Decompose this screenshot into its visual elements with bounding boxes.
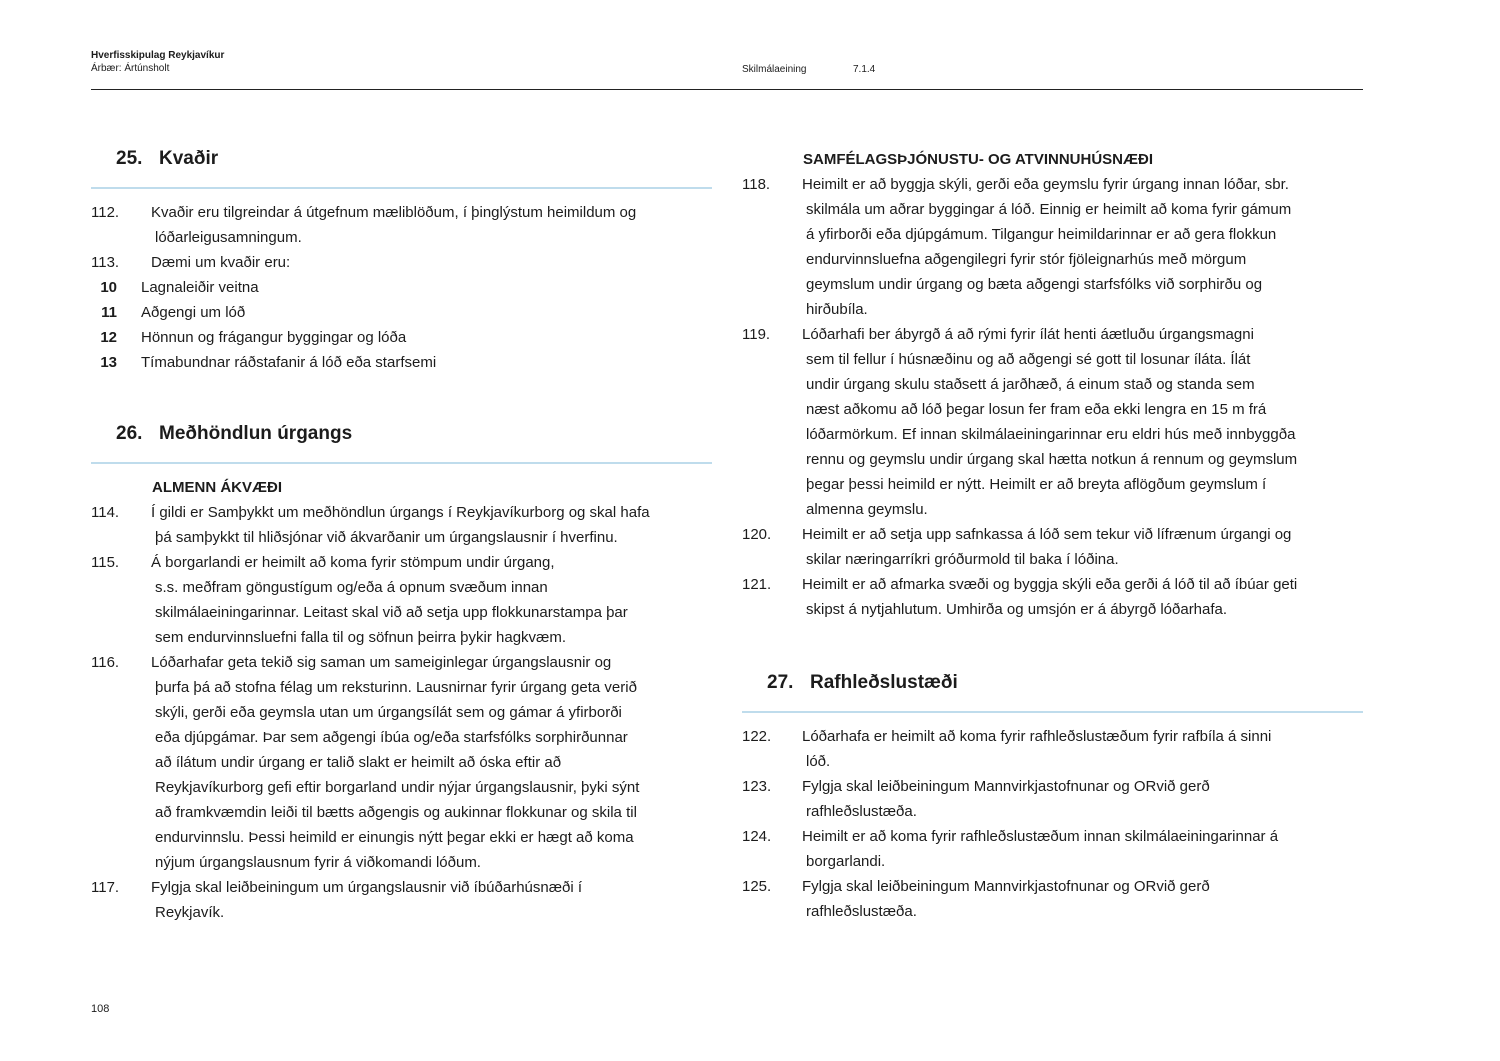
paragraph-line: rennu og geymslu undir úrgang skal hætta notkun á rennum og geymslum — [806, 451, 1298, 468]
paragraph-line: Dæmi um kvaðir eru: — [151, 253, 291, 271]
paragraph-line: nýjum úrgangslausnum fyrir á viðkomandi lóðum. — [155, 853, 481, 871]
subheading: SAMFÉLAGSÞJÓNUSTU- OG ATVINNUHÚSNÆÐI — [803, 151, 1154, 168]
numbered-paragraph — [742, 572, 1363, 622]
paragraph-line: skilar næringarríkri gróðurmold til baka í lóðina. — [806, 551, 1119, 568]
paragraph-line: þá samþykkt til hliðsjónar við ákvarðanir um úrgangslausnir í hverfinu. — [155, 528, 618, 546]
paragraph-line: s.s. meðfram göngustígum og/eða á opnum svæðum innan — [155, 578, 548, 596]
paragraph-line: skýli, gerði eða geymsla utan um úrgangsílát sem og gámar á yfirborði — [155, 703, 622, 721]
section-label: Skilmálaeining — [742, 64, 807, 75]
paragraph-line: sem endurvinnsluefni falla til og söfnun þeirra þykir hagkvæm. — [155, 628, 567, 646]
paragraph-number: 124. — [742, 827, 772, 845]
numbered-paragraph — [91, 500, 712, 550]
list-item-text: Hönnun og frágangur byggingar og lóða — [141, 328, 407, 346]
paragraph-line: Í gildi er Samþykkt um meðhöndlun úrgangs í Reykjavíkurborg og skal hafa — [151, 503, 650, 521]
paragraph-line: rafhleðslustæða. — [806, 802, 917, 820]
list-item-number: 11 — [101, 303, 117, 321]
document-title: Hverfisskipulag Reykjavíkur — [91, 50, 225, 61]
paragraph-line: lóðarleigusamningum. — [155, 228, 302, 246]
paragraph-line: Reykjavík. — [155, 903, 225, 921]
paragraph-number: 116. — [91, 653, 120, 671]
section-heading-number: 26. — [116, 423, 143, 444]
paragraph-line: geymslum undir úrgang og bæta aðgengi starfsfólks við sorphirðu og — [806, 276, 1263, 293]
paragraph-number: 118. — [742, 176, 771, 193]
paragraph-line: endurvinnsluefna aðgengilegri fyrir stór fjöleignarhús með mörgum — [806, 251, 1247, 268]
paragraph-number: 123. — [742, 777, 772, 795]
section-heading-title: Kvaðir — [159, 148, 219, 169]
paragraph-number: 125. — [742, 877, 772, 895]
section-divider — [742, 711, 1363, 713]
list-item-text: Aðgengi um lóð — [141, 303, 246, 321]
list-item — [91, 350, 712, 375]
section-number: 7.1.4 — [853, 64, 876, 75]
paragraph-line: rafhleðslustæða. — [806, 902, 917, 920]
section-heading — [91, 145, 712, 173]
numbered-paragraph — [742, 172, 1363, 322]
paragraph-line: lóð. — [806, 752, 831, 770]
section-divider — [91, 187, 712, 189]
paragraph-number: 122. — [742, 727, 772, 745]
paragraph-line: þegar þessi heimild er nýtt. Heimilt er að breyta aflögðum geymslum í — [806, 476, 1267, 493]
document-header-title — [91, 49, 224, 62]
section-medhondlun-urgangs — [91, 420, 712, 925]
numbered-paragraph — [91, 250, 712, 275]
paragraph-line: Fylgja skal leiðbeiningum um úrgangslausnir við íbúðarhúsnæði í — [151, 878, 583, 896]
paragraph-line: Lóðarhafi ber ábyrgð á að rými fyrir ílát henti áætluðu úrgangsmagni — [802, 326, 1254, 343]
paragraph-line: þurfa þá að stofna félag um reksturinn. Lausnirnar fyrir úrgang geta verið — [155, 678, 637, 696]
list-item — [91, 300, 712, 325]
paragraph-line: Heimilt er að koma fyrir rafhleðslustæðum innan skilmálaeiningarinnar á — [802, 827, 1279, 845]
section-heading-number: 25. — [116, 148, 143, 169]
list-item — [91, 325, 712, 350]
paragraph-number: 120. — [742, 526, 772, 543]
paragraph-line: sem til fellur í húsnæðinu og að aðgengi sé gott til losunar íláta. Ílát — [806, 351, 1251, 368]
numbered-paragraph — [91, 875, 712, 925]
list-item — [91, 275, 712, 300]
list-item-text: Tímabundnar ráðstafanir á lóð eða starfsemi — [141, 353, 437, 371]
paragraph-number: 119. — [742, 326, 771, 343]
paragraph-number: 121. — [742, 576, 772, 593]
paragraph-line: undir úrgang skulu staðsett á jarðhæð, á einum stað og standa sem — [806, 376, 1255, 393]
paragraph-line: borgarlandi. — [806, 852, 886, 870]
numbered-paragraph — [91, 200, 712, 250]
paragraph-line: að ílátum undir úrgang er talið slakt er heimilt að óska eftir að — [155, 753, 562, 771]
paragraph-line: skilmála um aðrar byggingar á lóð. Einnig er heimilt að koma fyrir gámum — [806, 201, 1292, 218]
numbered-paragraph — [742, 874, 1363, 924]
numbered-paragraph — [742, 322, 1363, 522]
section-heading-number: 27. — [767, 672, 794, 693]
numbered-paragraph — [91, 650, 712, 875]
paragraph-line: Kvaðir eru tilgreindar á útgefnum mæliblöðum, í þinglýstum heimildum og — [151, 203, 637, 221]
header-divider — [91, 89, 1363, 90]
paragraph-line: Heimilt er að afmarka svæði og byggja skýli eða gerði á lóð til að íbúar geti — [802, 576, 1298, 593]
numbered-paragraph — [742, 774, 1363, 824]
paragraph-line: Heimilt er að setja upp safnkassa á lóð sem tekur við lífrænum úrgangi og — [802, 526, 1292, 543]
list-item-number: 10 — [100, 278, 117, 296]
paragraph-line: Lóðarhafar geta tekið sig saman um sameiginlegar úrgangslausnir og — [151, 653, 612, 671]
section-divider — [91, 462, 712, 464]
subheading: ALMENN ÁKVÆÐI — [152, 478, 282, 496]
paragraph-number: 114. — [91, 503, 120, 521]
numbered-paragraph — [742, 724, 1363, 774]
paragraph-line: Fylgja skal leiðbeiningum Mannvirkjastofnunar og ORvið gerð — [802, 777, 1210, 795]
paragraph-line: almenna geymslu. — [806, 501, 928, 518]
paragraph-line: Reykjavíkurborg gefi eftir borgarland undir nýjar úrgangslausnir, þyki sýnt — [155, 778, 640, 796]
paragraph-line: eða djúpgámar. Þar sem aðgengi íbúa og/eða starfsfólks sorphirðunnar — [155, 728, 628, 746]
section-samfelagsthjonustu — [742, 147, 1363, 622]
paragraph-number: 117. — [91, 878, 120, 896]
section-kvadir — [91, 145, 712, 375]
numbered-paragraph — [742, 522, 1363, 572]
paragraph-line: næst aðkomu að lóð þegar losun fer fram eða ekki lengra en 15 m frá — [806, 401, 1267, 418]
paragraph-number: 112. — [91, 203, 120, 221]
page-number: 108 — [91, 1003, 110, 1015]
list-item-number: 12 — [100, 328, 117, 346]
section-rafhledslustaedi — [742, 669, 1363, 924]
paragraph-number: 115. — [91, 553, 120, 571]
paragraph-line: skilmálaeiningarinnar. Leitast skal við að setja upp flokkunarstampa þar — [155, 603, 628, 621]
section-heading — [742, 669, 1363, 697]
paragraph-line: Á borgarlandi er heimilt að koma fyrir stömpum undir úrgang, — [151, 553, 555, 571]
section-heading-title: Rafhleðslustæði — [810, 672, 958, 693]
section-heading-title: Meðhöndlun úrgangs — [159, 423, 353, 444]
document-subtitle: Árbær: Ártúnsholt — [91, 63, 170, 74]
paragraph-line: Heimilt er að byggja skýli, gerði eða geymslu fyrir úrgang innan lóðar, sbr. — [802, 176, 1289, 193]
list-item-text: Lagnaleiðir veitna — [141, 278, 259, 296]
paragraph-line: skipst á nytjahlutum. Umhirða og umsjón er á ábyrgð lóðarhafa. — [806, 601, 1228, 618]
paragraph-line: endurvinnslu. Þessi heimild er einungis nýtt þegar ekki er hægt að koma — [155, 828, 634, 846]
paragraph-line: hirðubíla. — [806, 301, 868, 318]
paragraph-number: 113. — [91, 253, 120, 271]
paragraph-line: Lóðarhafa er heimilt að koma fyrir rafhleðslustæðum fyrir rafbíla á sinni — [802, 727, 1272, 745]
list-item-number: 13 — [100, 353, 117, 371]
numbered-paragraph — [742, 824, 1363, 874]
paragraph-line: Fylgja skal leiðbeiningum Mannvirkjastofnunar og ORvið gerð — [802, 877, 1210, 895]
paragraph-line: á yfirborði eða djúpgámum. Tilgangur heimildarinnar er að gera flokkun — [806, 226, 1277, 243]
numbered-paragraph — [91, 550, 712, 650]
section-heading — [91, 420, 712, 448]
paragraph-line: lóðarmörkum. Ef innan skilmálaeiningarinnar eru eldri hús með innbyggða — [806, 426, 1296, 443]
paragraph-line: að framkvæmdin leiði til bætts aðgengis og aukinnar flokkunar og skila til — [155, 803, 637, 821]
